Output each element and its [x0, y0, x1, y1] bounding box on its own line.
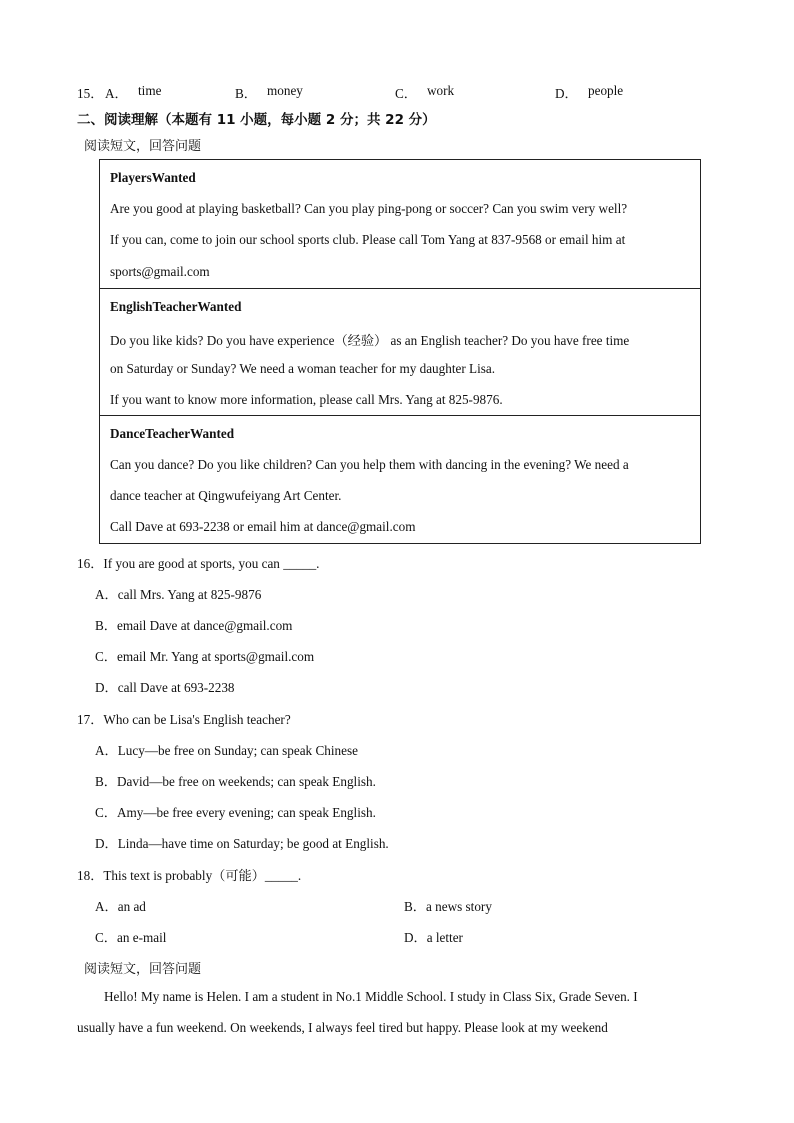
ads-table [99, 159, 701, 544]
q18-option-d: D．a letter [404, 930, 463, 945]
ad-line: sports@gmail.com [110, 264, 210, 279]
ad-english-teacher-wanted [100, 288, 700, 416]
section-instruction: 阅读短文，回答问题 [84, 139, 202, 154]
q15-option-a-letter: A． [105, 86, 128, 101]
ad-line: Are you good at playing basketball? Can you play ping-pong or soccer? Can you swim very well? [110, 201, 628, 216]
q17-option-d: D．Linda—have time on Saturday; be good at English. [95, 836, 389, 851]
q17-option-a: A．Lucy—be free on Sunday; can speak Chinese [95, 743, 358, 758]
ad-line: Call Dave at 693-2238 or email him at dance@gmail.com [110, 519, 416, 534]
q15-option-c-text: work [427, 83, 455, 98]
q16-option-c: C．email Mr. Yang at sports@gmail.com [95, 649, 315, 664]
q16-stem: 16．If you are good at sports, you can _____. [77, 556, 320, 571]
ad-line: If you can, come to join our school sports club. Please call Tom Yang at 837-9568 or email him at [110, 232, 626, 247]
q15-option-d-letter: D． [555, 86, 578, 101]
ad-line: If you want to know more information, please call Mrs. Yang at 825-9876. [110, 392, 503, 407]
passage-line: usually have a fun weekend. On weekends, I always feel tired but happy. Please look at my weekend [77, 1020, 608, 1035]
q15-option-c-letter: C． [395, 86, 417, 101]
q17-stem: 17．Who can be Lisa's English teacher? [77, 712, 291, 727]
q17-option-c: C．Amy—be free every evening; can speak English. [95, 805, 376, 820]
ad-line: Do you like kids? Do you have experience（经验） as an English teacher? Do you have free time [110, 333, 630, 348]
q18-option-c: C．an e-mail [95, 930, 167, 945]
q15-option-d-text: people [588, 83, 624, 98]
q15-number: 15． [77, 86, 104, 101]
q18-option-a: A．an ad [95, 899, 146, 914]
ad-line: on Saturday or Sunday? We need a woman teacher for my daughter Lisa. [110, 361, 496, 376]
q16-option-b: B．email Dave at dance@gmail.com [95, 618, 293, 633]
q18-option-b: B．a news story [404, 899, 492, 914]
ad-line: dance teacher at Qingwufeiyang Art Center. [110, 488, 342, 503]
q17-option-b: B．David—be free on weekends; can speak English. [95, 774, 376, 789]
section-heading: 二、阅读理解（本题有 11 小题，每小题 2 分；共 22 分） [77, 112, 436, 128]
passage-instruction: 阅读短文，回答问题 [84, 962, 202, 977]
ad-line: Can you dance? Do you like children? Can you help them with dancing in the evening? We need a [110, 457, 629, 472]
ad-title: PlayersWanted [110, 170, 196, 185]
passage-line: Hello! My name is Helen. I am a student in No.1 Middle School. I study in Class Six, Grade Seven. I [104, 989, 638, 1004]
ad-title: EnglishTeacherWanted [110, 299, 242, 314]
q16-option-a: A．call Mrs. Yang at 825-9876 [95, 587, 262, 602]
q15-option-b-letter: B． [235, 86, 257, 101]
ad-dance-teacher-wanted [100, 415, 700, 543]
q15-option-a-text: time [138, 83, 162, 98]
ad-title: DanceTeacherWanted [110, 426, 235, 441]
ad-players-wanted [100, 160, 700, 288]
q18-stem: 18．This text is probably（可能）_____. [77, 868, 302, 883]
q15-option-b-text: money [267, 83, 303, 98]
q16-option-d: D．call Dave at 693-2238 [95, 680, 235, 695]
